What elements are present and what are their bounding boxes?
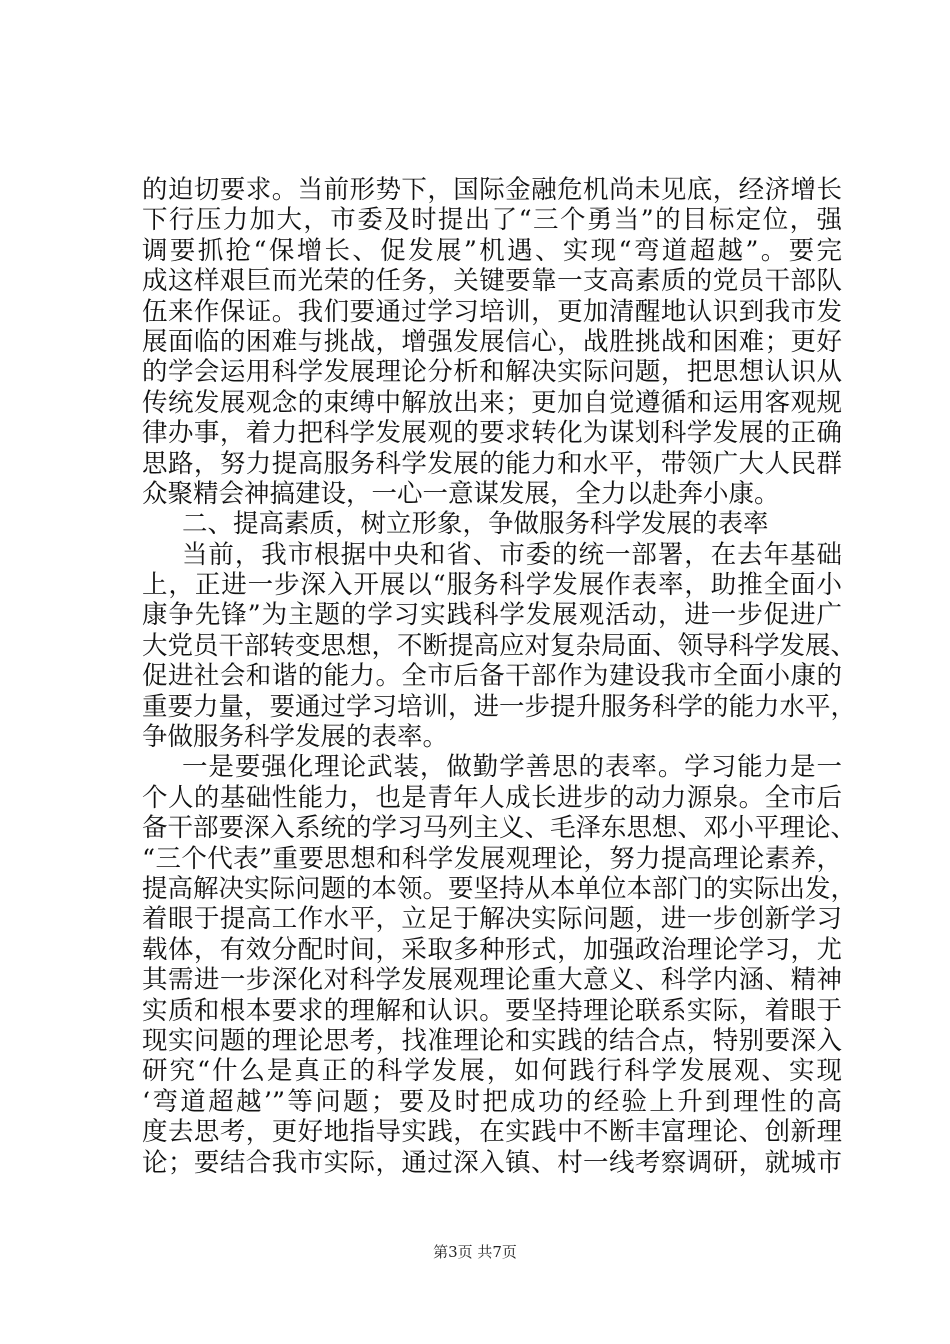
text-line: 重要力量，要通过学习培训，进一步提升服务科学的能力水平， [142, 691, 857, 722]
text-line: ‘弯道超越’”等问题；要及时把成功的经验上升到理性的高 [142, 1086, 842, 1117]
text-line: 展面临的困难与挑战，增强发展信心，战胜挑战和困难；更好 [142, 326, 842, 357]
text-line: 着眼于提高工作水平，立足于解决实际问题，进一步创新学习 [142, 904, 842, 935]
text-line: 争做服务科学发展的表率。 [142, 722, 449, 753]
text-line: 一是要强化理论武装，做勤学善思的表率。学习能力是一 [182, 752, 842, 783]
text-line: 律办事，着力把科学发展观的要求转化为谋划科学发展的正确 [142, 418, 842, 449]
text-line: 伍来作保证。我们要通过学习培训，更加清醒地认识到我市发 [142, 296, 842, 327]
text-line: 当前，我市根据中央和省、市委的统一部署，在去年基础 [182, 539, 842, 570]
text-line: 成这样艰巨而光荣的任务，关键要靠一支高素质的党员干部队 [142, 266, 842, 297]
text-line: 下行压力加大，市委及时提出了“三个勇当”的目标定位，强 [142, 205, 842, 236]
page-footer: 第3页 共7页 [433, 1243, 517, 1261]
text-line: 备干部要深入系统的学习马列主义、毛泽东思想、邓小平理论、 [142, 813, 857, 844]
text-line: 上，正进一步深入开展以“服务科学发展作表率，助推全面小 [142, 570, 842, 601]
text-line: 康争先锋”为主题的学习实践科学发展观活动，进一步促进广 [142, 600, 842, 631]
text-line: 众聚精会神搞建设，一心一意谋发展，全力以赴奔小康。 [142, 478, 780, 509]
text-line: 度去思考，更好地指导实践，在实践中不断丰富理论、创新理 [142, 1117, 842, 1148]
text-line: 其需进一步深化对科学发展观理论重大意义、科学内涵、精神 [142, 965, 842, 996]
text-line: 载体，有效分配时间，采取多种形式，加强政治理论学习，尤 [142, 934, 842, 965]
text-line: 现实问题的理论思考，找准理论和实践的结合点，特别要深入 [142, 1025, 842, 1056]
text-line: 个人的基础性能力，也是青年人成长进步的动力源泉。全市后 [142, 782, 842, 813]
text-line: 的迫切要求。当前形势下，国际金融危机尚未见底，经济增长 [142, 175, 842, 205]
text-line: 促进社会和谐的能力。全市后备干部作为建设我市全面小康的 [142, 661, 842, 692]
text-line: 传统发展观念的束缚中解放出来；更加自觉遵循和运用客观规 [142, 387, 842, 418]
text-line: 思路，努力提高服务科学发展的能力和水平，带领广大人民群 [142, 448, 842, 479]
document-body [142, 175, 857, 1178]
text-line: 研究“什么是真正的科学发展，如何践行科学发展观、实现 [142, 1056, 842, 1087]
text-line: 调要抓抢“保增长、促发展”机遇、实现“弯道超越”。要完 [142, 235, 842, 266]
text-line: “三个代表”重要思想和科学发展观理论，努力提高理论素养， [142, 843, 842, 874]
text-line: 实质和根本要求的理解和认识。要坚持理论联系实际，着眼于 [142, 995, 842, 1026]
section-heading: 二、提高素质，树立形象，争做服务科学发展的表率 [182, 509, 769, 540]
text-line: 论；要结合我市实际，通过深入镇、村一线考察调研，就城市 [142, 1147, 842, 1178]
text-line: 的学会运用科学发展理论分析和解决实际问题，把思想认识从 [142, 357, 842, 388]
text-line: 提高解决实际问题的本领。要坚持从本单位本部门的实际出发， [142, 873, 857, 904]
text-line: 大党员干部转变思想，不断提高应对复杂局面、领导科学发展、 [142, 630, 857, 661]
